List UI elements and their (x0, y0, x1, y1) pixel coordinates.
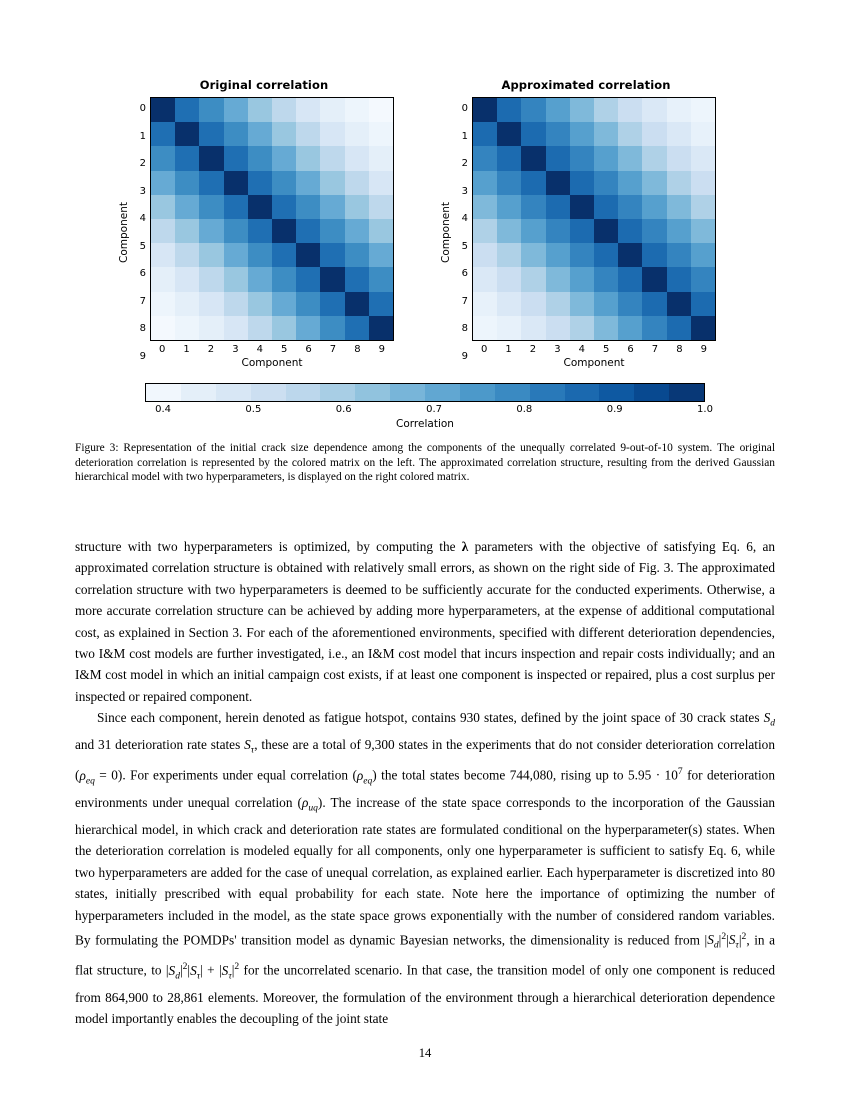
heatmap-cell (473, 195, 497, 219)
heatmap-cell (570, 98, 594, 122)
heatmap-cell (618, 146, 642, 170)
heatmap-cell (296, 243, 320, 267)
heatmap-cell (369, 195, 393, 219)
heatmap-cell (642, 98, 666, 122)
y-tick-label: 6 (139, 268, 146, 280)
heatmap-cell (594, 195, 618, 219)
heatmap-cell (497, 98, 521, 122)
heatmap-cell (667, 316, 691, 340)
heatmap-cell (320, 98, 344, 122)
y-tick-label: 7 (139, 295, 146, 307)
heatmap-cell (667, 292, 691, 316)
colorbar-segment (146, 384, 181, 401)
colorbar-segment (425, 384, 460, 401)
heatmap-cell (224, 195, 248, 219)
heatmap-cell (272, 316, 296, 340)
heatmap-cell (345, 171, 369, 195)
colorbar-segment (599, 384, 634, 401)
heatmap-cell (224, 146, 248, 170)
x-tick-label: 1 (505, 344, 512, 355)
heatmap-cell (691, 267, 715, 291)
heatmap-cell (642, 195, 666, 219)
heatmap-cell (546, 292, 570, 316)
colorbar-segment (390, 384, 425, 401)
heatmap-cell (594, 171, 618, 195)
colorbar-tick-label: 0.5 (245, 404, 262, 415)
heatmap-cell (618, 195, 642, 219)
heatmap-cell (521, 267, 545, 291)
y-ticks-approximated (454, 97, 472, 369)
heatmap-cell (473, 98, 497, 122)
figure-caption: Figure 3: Representation of the initial crack size dependence among the components of the unequally correlated 9-out-of-10 system. The original deterioration correlation is represented by the colored matrix on the left. The approximated correlation structure, resulting from the derived Gaussian hierarchical model with two hyperparameters, is displayed on the right colored matrix. (75, 442, 775, 484)
heatmap-cell (248, 292, 272, 316)
heatmap-cell (320, 195, 344, 219)
heatmap-cell (369, 292, 393, 316)
heatmap-cell (175, 316, 199, 340)
y-tick-label: 1 (139, 130, 146, 142)
y-tick-label: 9 (461, 350, 468, 362)
y-tick-label: 5 (461, 240, 468, 252)
heatmap-cell (199, 292, 223, 316)
heatmap-cell (642, 146, 666, 170)
y-ticks-original (132, 97, 150, 369)
heatmap-cell (296, 122, 320, 146)
heatmap-grid-wrap-approximated (472, 97, 736, 369)
heatmap-cell (199, 243, 223, 267)
heatmap-cell (199, 171, 223, 195)
body-text (75, 536, 775, 1030)
paragraph-1: structure with two hyperparameters is optimized, by computing the λ parameters with the objective of satisfying Eq. 6, an approximated correlation structure is obtained with relatively small errors, as shown on the right side of Fig. 3. The approximated correlation structure with two hyperparameters is deemed to be sufficiently accurate for the conducted experiments. Otherwise, a more accurate correlation structure can be achieved by adding more hyperparameters, at the expense of additional computational cost, as explained in Section 3. For each of the aforementioned environments, specified with different deterioration dependencies, two I&M cost models are further investigated, i.e., an I&M cost model that incurs inspection and repair costs individually; and an I&M cost model in which an initial campaign cost exists, if at least one component is inspected or repaired, plus a cost surplus per inspected or repaired component. (75, 539, 775, 704)
heatmap-cell (691, 292, 715, 316)
heatmap-cell (272, 122, 296, 146)
heatmap-cell (248, 98, 272, 122)
heatmap-cell (345, 292, 369, 316)
heatmap-cell (151, 98, 175, 122)
heatmap-cell (521, 122, 545, 146)
heatmap-cell (248, 171, 272, 195)
heatmap-cell (570, 146, 594, 170)
y-tick-label: 8 (461, 323, 468, 335)
heatmap-cell (248, 243, 272, 267)
heatmap-cell (618, 98, 642, 122)
x-tick-label: 4 (578, 344, 585, 355)
y-tick-label: 4 (461, 213, 468, 225)
heatmap-cell (175, 171, 199, 195)
y-tick-label: 9 (139, 350, 146, 362)
heatmap-cell (369, 122, 393, 146)
heatmap-cell (320, 292, 344, 316)
x-tick-label: 8 (354, 344, 361, 355)
heatmap-cell (473, 171, 497, 195)
panel-original-correlation (114, 78, 414, 369)
heatmap-cell (224, 171, 248, 195)
colorbar-segment (320, 384, 355, 401)
heatmap-cell (320, 146, 344, 170)
colorbar-segment (634, 384, 669, 401)
heatmap-cell (691, 243, 715, 267)
heatmap-cell (199, 219, 223, 243)
x-axis-label-original: Component (241, 357, 303, 369)
heatmap-cell (320, 171, 344, 195)
colorbar-segment (495, 384, 530, 401)
heatmap-cell (296, 292, 320, 316)
x-tick-label: 0 (481, 344, 488, 355)
heatmap-cell (594, 267, 618, 291)
heatmap-cell (345, 195, 369, 219)
y-tick-label: 3 (461, 185, 468, 197)
y-tick-label: 0 (461, 103, 468, 114)
heatmap-panels (75, 78, 775, 369)
y-tick-label: 2 (139, 158, 146, 170)
heatmap-cell (296, 267, 320, 291)
y-tick-label: 5 (139, 240, 146, 252)
colorbar-segment (530, 384, 565, 401)
y-tick-label: 1 (461, 130, 468, 142)
heatmap-cell (521, 195, 545, 219)
colorbar-tick-label: 0.9 (606, 404, 623, 415)
heatmap-cell (151, 219, 175, 243)
heatmap-cell (521, 243, 545, 267)
heatmap-cell (691, 98, 715, 122)
heatmap-cell (521, 219, 545, 243)
heatmap-cell (667, 243, 691, 267)
heatmap-cell (570, 316, 594, 340)
heatmap-cell (667, 219, 691, 243)
heatmap-cell (691, 122, 715, 146)
heatmap-cell (473, 267, 497, 291)
heatmap-cell (497, 195, 521, 219)
heatmap-cell (369, 98, 393, 122)
heatmap-grid-original (150, 97, 394, 341)
x-tick-label: 9 (700, 344, 707, 355)
heatmap-cell (272, 219, 296, 243)
heatmap-cell (570, 195, 594, 219)
paragraph-2: Since each component, herein denoted as fatigue hotspot, contains 930 states, defined by the joint space of 30 crack states $S_d$ and 31 deterioration rate states $S_\tau$, these are a total of 9,300 states in the experiments that do not consider deterioration correlation $(\rho_{eq} = 0)$. For experiments under equal correlation $(\rho_{eq})$ the total states become 744,080, rising up to $5.95 \cdot 10^7$ for deterioration environments under unequal correlation $(\rho_{uq})$. The increase of the state space corresponds to the incorporation of the Gaussian hierarchical model, in which crack and deterioration rate states are formulated conditional on the hyperparameter(s) states. When the deterioration correlation is modeled equally for all components, only one hyperparameter is sufficient to satisfy Eq. 6, while two hyperparameters are added for the case of unequal correlation, as explained earlier. Each hyperparameter is discretized into 80 states, initially prescribed with equal probability for each state. Note here the importance of optimizing the number of hyperparameters included in the model, as the state space grows exponentially with the number of considered random variables. By formulating the POMDPs' transition model as dynamic Bayesian networks, the dimensionality is reduced from $|S_d|^2|S_\tau|^2$, in a flat structure, to $|S_d|^2|S_\tau| + |S_\tau|^2$ for the uncorrelated scenario. In that case, the transition model of only one component is reduced from 864,900 to 28,861 elements. Moreover, the formulation of the environment through a hierarchical deterioration dependence model importantly enables the decoupling of the joint state (75, 710, 776, 1027)
heatmap-cell (618, 243, 642, 267)
heatmap-cell (151, 316, 175, 340)
heatmap-cell (594, 98, 618, 122)
colorbar-tick-label: 0.8 (516, 404, 533, 415)
heatmap-cell (296, 219, 320, 243)
heatmap-cell (691, 146, 715, 170)
heatmap-cell (272, 171, 296, 195)
heatmap-cell (320, 122, 344, 146)
heatmap-cell (642, 292, 666, 316)
x-tick-label: 3 (232, 344, 239, 355)
heatmap-cell (497, 316, 521, 340)
heatmap-cell (199, 98, 223, 122)
heatmap-cell (570, 267, 594, 291)
heatmap-cell (345, 122, 369, 146)
heatmap-cell (667, 195, 691, 219)
heatmap-cell (667, 146, 691, 170)
colorbar (145, 383, 713, 430)
heatmap-cell (296, 195, 320, 219)
heatmap-cell (594, 243, 618, 267)
heatmap-cell (224, 267, 248, 291)
x-tick-label: 2 (207, 344, 215, 355)
heatmap-cell (546, 316, 570, 340)
heatmap-cell (199, 122, 223, 146)
x-tick-label: 5 (281, 344, 288, 355)
y-tick-label: 8 (139, 323, 146, 335)
heatmap-cell (546, 171, 570, 195)
heatmap-cell (497, 219, 521, 243)
heatmap-cell (642, 243, 666, 267)
heatmap-cell (473, 292, 497, 316)
heatmap-cell (345, 316, 369, 340)
heatmap-cell (345, 267, 369, 291)
heatmap-cell (272, 292, 296, 316)
heatmap-cell (296, 146, 320, 170)
colorbar-segment (286, 384, 321, 401)
heatmap-cell (175, 98, 199, 122)
heatmap-cell (369, 219, 393, 243)
heatmap-cell (296, 98, 320, 122)
heatmap-cell (224, 292, 248, 316)
heatmap-cell (691, 219, 715, 243)
x-axis-label-approximated: Component (563, 357, 625, 369)
heatmap-cell (618, 292, 642, 316)
heatmap-cell (546, 219, 570, 243)
x-tick-label: 7 (329, 344, 337, 355)
heatmap-cell (272, 267, 296, 291)
heatmap-cell (175, 146, 199, 170)
heatmap-cell (521, 316, 545, 340)
heatmap-cell (248, 316, 272, 340)
heatmap-cell (618, 219, 642, 243)
colorbar-segment (669, 384, 704, 401)
heatmap-cell (667, 171, 691, 195)
heatmap-cell (175, 122, 199, 146)
heatmap-cell (473, 146, 497, 170)
heatmap-cell (642, 219, 666, 243)
heatmap-cell (497, 243, 521, 267)
heatmap-cell (667, 267, 691, 291)
x-ticks-original (150, 344, 394, 355)
heatmap-cell (497, 122, 521, 146)
heatmap-cell (691, 316, 715, 340)
y-tick-label: 0 (139, 103, 146, 114)
heatmap-cell (570, 122, 594, 146)
x-tick-label: 1 (183, 344, 190, 355)
colorbar-gradient (145, 383, 705, 402)
heatmap-cell (224, 98, 248, 122)
heatmap-cell (199, 267, 223, 291)
page-number: 14 (418, 1046, 432, 1060)
heatmap-cell (546, 243, 570, 267)
heatmap-cell (642, 122, 666, 146)
heatmap-cell (224, 316, 248, 340)
heatmap-cell (642, 316, 666, 340)
heatmap-cell (594, 292, 618, 316)
heatmap-cell (618, 171, 642, 195)
colorbar-segment (251, 384, 286, 401)
heatmap-cell (151, 171, 175, 195)
heatmap-cell (369, 171, 393, 195)
heatmap-cell (296, 316, 320, 340)
panel-body-approximated (436, 97, 736, 369)
colorbar-tick-label: 1.0 (697, 404, 713, 415)
y-axis-label-approximated: Component (440, 202, 452, 264)
heatmap-cell (151, 122, 175, 146)
heatmap-cell (369, 267, 393, 291)
heatmap-cell (642, 171, 666, 195)
panel-title-approximated: Approximated correlation (501, 78, 671, 92)
x-tick-label: 3 (554, 344, 561, 355)
heatmap-cell (521, 146, 545, 170)
heatmap-cell (369, 146, 393, 170)
heatmap-cell (199, 146, 223, 170)
heatmap-cell (151, 146, 175, 170)
heatmap-cell (594, 122, 618, 146)
heatmap-cell (320, 243, 344, 267)
x-tick-label: 4 (256, 344, 263, 355)
heatmap-cell (618, 316, 642, 340)
y-axis-label-original: Component (118, 202, 130, 264)
heatmap-cell (224, 122, 248, 146)
heatmap-cell (497, 292, 521, 316)
heatmap-cell (345, 219, 369, 243)
heatmap-cell (175, 292, 199, 316)
y-tick-label: 6 (461, 268, 468, 280)
heatmap-cell (521, 171, 545, 195)
colorbar-segment (565, 384, 600, 401)
heatmap-cell (345, 243, 369, 267)
heatmap-cell (369, 316, 393, 340)
heatmap-cell (272, 243, 296, 267)
panel-approximated-correlation (436, 78, 736, 369)
colorbar-tick-label: 0.7 (426, 404, 442, 415)
x-tick-label: 0 (159, 344, 166, 355)
heatmap-cell (320, 316, 344, 340)
heatmap-cell (320, 267, 344, 291)
x-tick-label: 2 (529, 344, 537, 355)
heatmap-grid-approximated (472, 97, 716, 341)
x-ticks-approximated (472, 344, 716, 355)
y-tick-label: 4 (139, 213, 146, 225)
heatmap-cell (151, 267, 175, 291)
heatmap-cell (594, 146, 618, 170)
heatmap-cell (497, 171, 521, 195)
panel-body-original (114, 97, 414, 369)
heatmap-cell (570, 171, 594, 195)
heatmap-cell (199, 316, 223, 340)
heatmap-cell (151, 243, 175, 267)
panel-title-original: Original correlation (199, 78, 329, 92)
heatmap-cell (320, 219, 344, 243)
heatmap-cell (691, 195, 715, 219)
heatmap-cell (546, 146, 570, 170)
x-tick-label: 7 (651, 344, 659, 355)
heatmap-cell (151, 195, 175, 219)
colorbar-segment (216, 384, 251, 401)
heatmap-cell (473, 122, 497, 146)
heatmap-cell (248, 195, 272, 219)
heatmap-cell (199, 195, 223, 219)
x-tick-label: 6 (305, 344, 312, 355)
heatmap-cell (272, 98, 296, 122)
heatmap-cell (570, 219, 594, 243)
heatmap-cell (618, 267, 642, 291)
heatmap-cell (473, 316, 497, 340)
heatmap-cell (570, 243, 594, 267)
x-tick-label: 5 (603, 344, 610, 355)
heatmap-cell (175, 243, 199, 267)
heatmap-cell (667, 98, 691, 122)
colorbar-tick-label: 0.4 (155, 404, 172, 415)
heatmap-cell (546, 195, 570, 219)
heatmap-cell (369, 243, 393, 267)
heatmap-cell (224, 243, 248, 267)
y-tick-label: 7 (461, 295, 468, 307)
heatmap-cell (224, 219, 248, 243)
heatmap-cell (175, 219, 199, 243)
heatmap-cell (272, 146, 296, 170)
heatmap-cell (642, 267, 666, 291)
colorbar-tick-label: 0.6 (335, 404, 352, 415)
y-tick-label: 3 (139, 185, 146, 197)
heatmap-cell (667, 122, 691, 146)
heatmap-cell (272, 195, 296, 219)
heatmap-cell (296, 171, 320, 195)
heatmap-cell (248, 146, 272, 170)
heatmap-cell (594, 316, 618, 340)
heatmap-cell (546, 98, 570, 122)
heatmap-cell (618, 122, 642, 146)
heatmap-cell (521, 292, 545, 316)
heatmap-cell (151, 292, 175, 316)
heatmap-cell (497, 146, 521, 170)
heatmap-cell (691, 171, 715, 195)
figure-3 (75, 78, 775, 430)
heatmap-cell (175, 195, 199, 219)
heatmap-grid-wrap-original (150, 97, 414, 369)
colorbar-segment (460, 384, 495, 401)
heatmap-cell (345, 98, 369, 122)
heatmap-cell (248, 219, 272, 243)
heatmap-cell (570, 292, 594, 316)
colorbar-segment (355, 384, 390, 401)
x-tick-label: 6 (627, 344, 634, 355)
heatmap-cell (546, 267, 570, 291)
heatmap-cell (497, 267, 521, 291)
colorbar-segment (181, 384, 216, 401)
y-tick-label: 2 (461, 158, 468, 170)
heatmap-cell (175, 267, 199, 291)
heatmap-cell (248, 267, 272, 291)
heatmap-cell (521, 98, 545, 122)
heatmap-cell (345, 146, 369, 170)
heatmap-cell (248, 122, 272, 146)
x-tick-label: 8 (676, 344, 683, 355)
x-tick-label: 9 (378, 344, 385, 355)
heatmap-cell (546, 122, 570, 146)
heatmap-cell (473, 243, 497, 267)
colorbar-label: Correlation (396, 418, 454, 430)
heatmap-cell (594, 219, 618, 243)
heatmap-cell (473, 219, 497, 243)
colorbar-ticks (145, 404, 713, 418)
